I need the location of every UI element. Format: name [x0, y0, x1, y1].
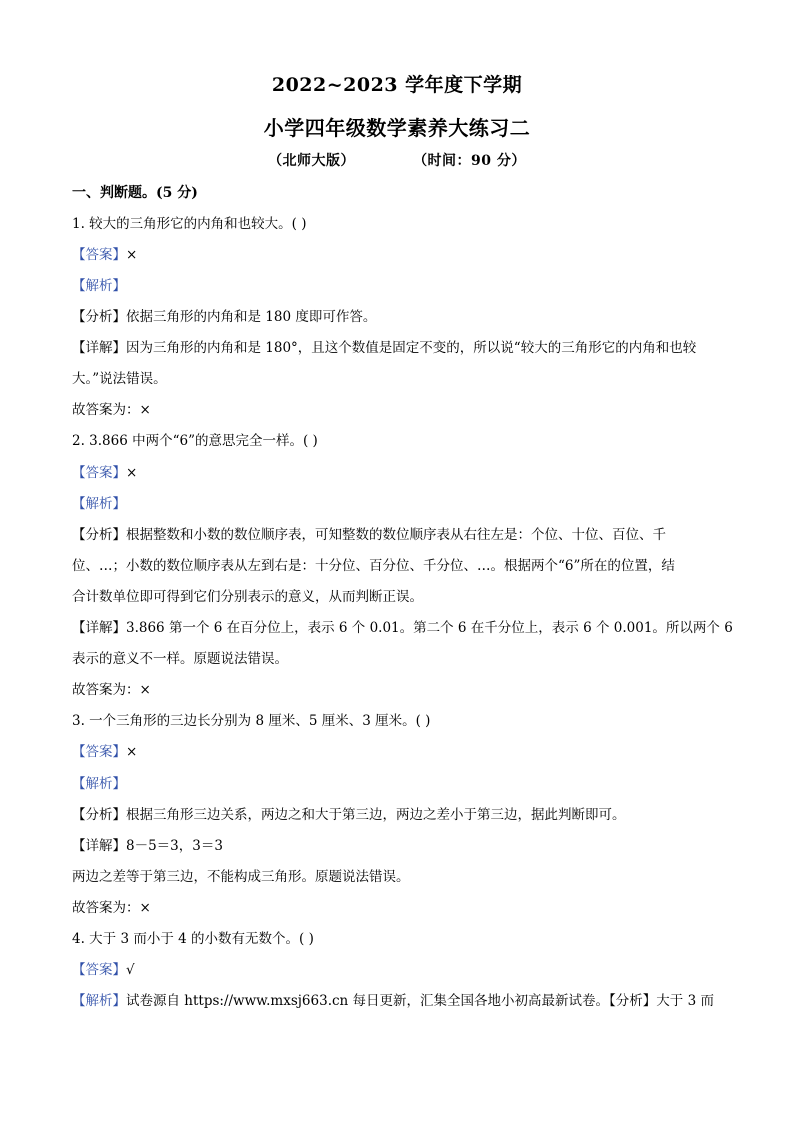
q3-detail-line-2: 两边之差等于第三边，不能构成三角形。原题说法错误。	[72, 869, 410, 885]
q1-answer-line	[72, 245, 732, 265]
q3-answer: ×	[126, 744, 138, 760]
analysis-tag: 【解析】	[72, 993, 126, 1009]
q1-detail-line-1	[72, 338, 732, 358]
q3-detail-line-1	[72, 836, 732, 856]
q1-detail-1: 因为三角形的内角和是 180°，且这个数值是固定不变的，所以说“较大的三角形它的内角和也较	[126, 340, 697, 356]
q4-analysis-text: 试卷源自 https://www.mxsj663.cn 每日更新，汇集全国各地小初高最新试卷。【分析】大于 3 而	[126, 993, 714, 1009]
analysis-tag: 【解析】	[72, 776, 126, 792]
detail-tag: 【详解】	[72, 838, 126, 854]
q3-answer-line	[72, 742, 732, 762]
q4-analysis-line	[72, 991, 732, 1011]
q2-final: 故答案为：×	[72, 682, 151, 698]
time-label: （时间：90 分）	[413, 153, 526, 169]
detail-tag: 【详解】	[72, 620, 126, 636]
question-2: 2. 3.866 中两个“6”的意思完全一样。( )	[72, 433, 318, 449]
q3-final: 故答案为：×	[72, 900, 151, 916]
q2-fenxi-1: 根据整数和小数的数位顺序表，可知整数的数位顺序表从右往左是：个位、十位、百位、千	[126, 527, 666, 543]
exam-term-title: 2022~2023 学年度下学期	[271, 74, 523, 96]
q3-detail-1: 8－5＝3，3＝3	[126, 838, 223, 854]
answer-tag: 【答案】	[72, 247, 126, 263]
answer-tag: 【答案】	[72, 465, 126, 481]
q2-fenxi-line-3: 合计数单位即可得到它们分别表示的意义，从而判断正误。	[72, 589, 423, 605]
fenxi-tag: 【分析】	[72, 807, 126, 823]
section-heading: 一、判断题。(5 分)	[72, 185, 198, 201]
question-3: 3. 一个三角形的三边长分别为 8 厘米、5 厘米、3 厘米。( )	[72, 713, 431, 729]
q2-fenxi-line-1	[72, 525, 732, 545]
q2-analysis-line	[72, 494, 732, 514]
q1-analysis-line	[72, 276, 732, 296]
analysis-tag: 【解析】	[72, 278, 126, 294]
exam-title: 小学四年级数学素养大练习二	[263, 116, 531, 140]
q2-fenxi-line-2: 位、…；小数的数位顺序表从左到右是：十分位、百分位、千分位、…。根据两个“6”所在的位置，结	[72, 558, 675, 574]
answer-tag: 【答案】	[72, 744, 126, 760]
q2-detail-line-1	[72, 618, 732, 638]
detail-tag: 【详解】	[72, 340, 126, 356]
q2-detail-1: 3.866 第一个 6 在百分位上，表示 6 个 0.01。第二个 6 在千分位上，表示 6 个 0.001。所以两个 6	[126, 620, 733, 636]
q1-final: 故答案为：×	[72, 402, 151, 418]
q1-answer: ×	[126, 247, 138, 263]
q4-answer-line	[72, 960, 732, 980]
question-4: 4. 大于 3 而小于 4 的小数有无数个。( )	[72, 931, 314, 947]
q2-detail-line-2: 表示的意义不一样。原题说法错误。	[72, 651, 288, 667]
q1-detail-line-2: 大。”说法错误。	[72, 371, 167, 387]
edition-label: （北师大版）	[268, 153, 356, 169]
question-1: 1. 较大的三角形它的内角和也较大。( )	[72, 216, 307, 232]
analysis-tag: 【解析】	[72, 496, 126, 512]
exam-subtitle	[0, 150, 794, 170]
q3-analysis-line	[72, 774, 732, 794]
q4-answer: √	[126, 962, 135, 978]
q1-fenxi: 依据三角形的内角和是 180 度即可作答。	[126, 309, 377, 325]
fenxi-tag: 【分析】	[72, 527, 126, 543]
answer-tag: 【答案】	[72, 962, 126, 978]
q1-fenxi-line	[72, 307, 732, 327]
q2-answer-line	[72, 463, 732, 483]
q2-answer: ×	[126, 465, 138, 481]
q3-fenxi-line	[72, 805, 732, 825]
fenxi-tag: 【分析】	[72, 309, 126, 325]
q3-fenxi: 根据三角形三边关系，两边之和大于第三边，两边之差小于第三边，据此判断即可。	[126, 807, 626, 823]
